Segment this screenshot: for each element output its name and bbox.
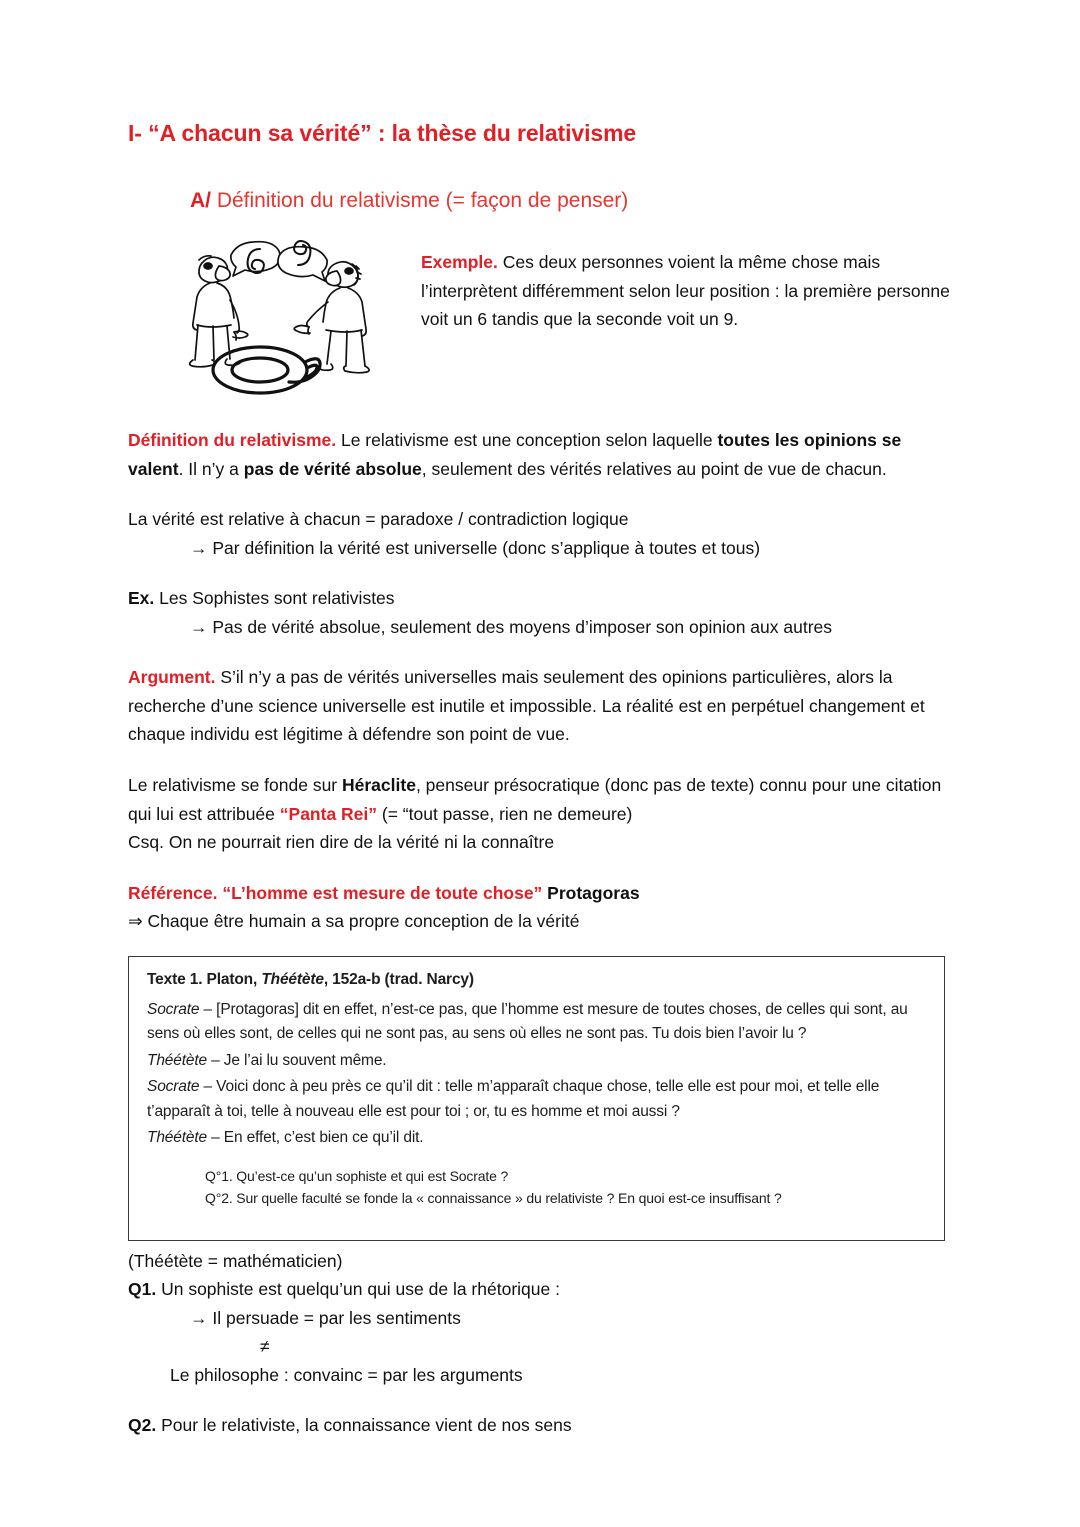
source-question: Q°2. Sur quelle faculté se fonde la « connaissance » du relativiste ? En quoi est-ce insuffisant ? bbox=[205, 1190, 782, 1207]
answer-q2-body: Pour le relativiste, la connaissance vient de nos sens bbox=[156, 1415, 572, 1436]
definition-text-2: . Il n’y a bbox=[178, 458, 244, 479]
sophistes-line-2: → Pas de vérité absolue, seulement des moyens d’imposer son opinion aux autres bbox=[190, 616, 833, 637]
definition-text-3: , seulement des vérités relatives au point de vue de chacun. bbox=[421, 458, 887, 479]
heraclite-text-2: , penseur présocratique (donc pas de texte) connu pour une citation qui lui est attribuée bbox=[128, 774, 942, 824]
dialogue-speaker: Théétète bbox=[147, 1051, 207, 1069]
argument-paragraph bbox=[128, 663, 952, 749]
answer-q1-label: Q1. bbox=[128, 1279, 157, 1300]
heraclite-consequence: Csq. On ne pourrait rien dire de la vérité ni la connaître bbox=[128, 832, 555, 853]
reference-line bbox=[128, 879, 952, 908]
source-title-plain-1: Texte 1. Platon, bbox=[147, 970, 262, 988]
page-title: I- “A chacun sa vérité” : la thèse du relativisme bbox=[128, 120, 637, 146]
reference-author: Protagoras bbox=[542, 882, 640, 903]
dialogue-dash: – bbox=[206, 1051, 224, 1069]
answer-q2 bbox=[128, 1411, 952, 1440]
heraclite-name: Héraclite bbox=[342, 774, 416, 795]
definition-label: Définition du relativisme. bbox=[128, 430, 337, 451]
definition-text-1: Le relativisme est une conception selon laquelle bbox=[336, 430, 718, 451]
two-people-six-nine-illustration bbox=[172, 240, 387, 400]
reference-consequence: ⇒ Chaque être humain a sa propre conception de la vérité bbox=[128, 911, 580, 932]
source-question: Q°1. Qu’est-ce qu’un sophiste et qui est Socrate ? bbox=[205, 1168, 509, 1185]
subsection-label: A/ bbox=[190, 189, 211, 213]
not-equal-symbol: ≠ bbox=[260, 1336, 270, 1357]
subsection-heading bbox=[190, 187, 952, 214]
source-box-title bbox=[147, 971, 928, 989]
reference-label: Référence. “L’homme est mesure de toute chose” bbox=[128, 882, 543, 903]
heraclite-text-3: (= “tout passe, rien ne demeure) bbox=[377, 803, 633, 824]
dialogue-line bbox=[147, 1075, 928, 1124]
sophistes-label: Ex. bbox=[128, 588, 155, 609]
source-box-questions bbox=[147, 1166, 928, 1209]
argument-body: S’il n’y a pas de vérités universelles mais seulement des opinions particulières, alors la recherche d’une science universelle est inutile et impossible. La réalité est en perpétuel changement et chaque individu est légitime à défendre son point de vue. bbox=[128, 667, 925, 745]
dialogue-speaker: Socrate bbox=[147, 1000, 200, 1018]
answer-q1-body: Un sophiste est quelqu’un qui use de la rhétorique : bbox=[156, 1279, 560, 1300]
answer-q1-sub-1: → Il persuade = par les sentiments bbox=[190, 1307, 461, 1328]
dialogue-speaker: Théétète bbox=[147, 1128, 207, 1146]
answer-q1 bbox=[128, 1275, 952, 1304]
answers-block bbox=[128, 1247, 952, 1440]
sophistes-text: Les Sophistes sont relativistes bbox=[154, 588, 395, 609]
dialogue-speaker: Socrate bbox=[147, 1078, 200, 1096]
dialogue-body: [Protagoras] dit en effet, n’est-ce pas, que l’homme est mesure de toutes choses, de celles qui sont, au sens où elles sont, de celles qui ne sont pas, au sens où elles ne sont pas. Tu dois bien l’avoir lu ? bbox=[147, 1000, 908, 1043]
example-block bbox=[128, 236, 952, 400]
example-text bbox=[421, 236, 952, 333]
definition-paragraph bbox=[128, 426, 952, 483]
dialogue-body: Voici donc à peu près ce qu’il dit : telle m’apparaît chaque chose, telle elle est pour moi, et telle elle t’apparaît à toi, telle à nouveau elle est pour toi ; or, tu es homme et moi aussi ? bbox=[147, 1078, 880, 1120]
dialogue-dash: – bbox=[206, 1128, 224, 1146]
subsection-text: Définition du relativisme (= façon de penser) bbox=[211, 189, 629, 213]
dialogue-line bbox=[147, 998, 928, 1047]
dialogue-body: En effet, c’est bien ce qu’il dit. bbox=[223, 1128, 424, 1146]
paradox-line-2: → Par définition la vérité est universelle (donc s’applique à toutes et tous) bbox=[190, 537, 761, 558]
definition-bold-2: pas de vérité absolue bbox=[243, 458, 422, 479]
source-title-italic: Théétète bbox=[261, 970, 324, 988]
example-label: Exemple. bbox=[421, 252, 498, 273]
sophistes-line-1 bbox=[128, 584, 952, 613]
paradox-line-1: La vérité est relative à chacun = paradoxe / contradiction logique bbox=[128, 509, 629, 530]
dialogue-dash: – bbox=[199, 1078, 217, 1096]
argument-label: Argument. bbox=[128, 667, 216, 688]
answer-q2-label: Q2. bbox=[128, 1415, 157, 1436]
theetete-note: (Théétète = mathématicien) bbox=[128, 1250, 343, 1271]
answer-q1-sub-2: Le philosophe : convainc = par les arguments bbox=[170, 1364, 523, 1385]
definition-bold-1: toutes les opinions se valent bbox=[128, 430, 902, 479]
dialogue-dash: – bbox=[199, 1000, 217, 1018]
heraclite-text-1: Le relativisme se fonde sur bbox=[128, 774, 342, 795]
source-text-box bbox=[128, 956, 945, 1241]
heraclite-paragraph bbox=[128, 771, 952, 828]
panta-rei-quote: “Panta Rei” bbox=[279, 803, 378, 824]
dialogue-body: Je l’ai lu souvent même. bbox=[223, 1051, 387, 1069]
example-body: Ces deux personnes voient la même chose mais l’interprètent différemment selon leur position : la première personne voit un 6 tandis que la seconde voit un 9. bbox=[421, 252, 950, 330]
source-title-plain-2: , 152a-b (trad. Narcy) bbox=[323, 970, 474, 988]
dialogue-line bbox=[147, 1126, 928, 1150]
document-content bbox=[128, 118, 952, 1440]
dialogue-line bbox=[147, 1049, 928, 1073]
